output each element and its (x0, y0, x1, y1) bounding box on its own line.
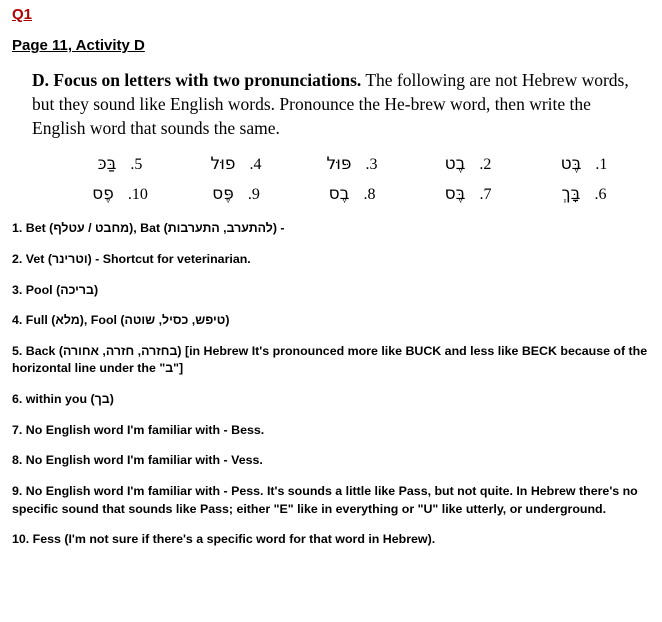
practice-item (62, 184, 178, 204)
answers-list (12, 220, 650, 548)
practice-item (294, 154, 410, 174)
question-label: Q1 (12, 6, 33, 23)
answer-item: 5. Back (בחזרה, חזרה, אחורה) [in Hebrew It's pronounced more like BUCK and less like BECK because of the horizontal line under the "ב"] (12, 343, 648, 376)
item-number: .3 (365, 156, 378, 174)
activity-letter: D. (32, 70, 50, 90)
answer-item: 8. No English word I'm familiar with - Vess. (12, 453, 263, 468)
practice-items (20, 154, 642, 204)
answer-item: 4. Full (מלא), Fool (טיפש, כסיל, שוטה) (12, 313, 230, 328)
practice-item (62, 154, 178, 174)
activity-lead: Focus on letters with two pronunciations. (53, 70, 362, 90)
item-hebrew-word: בֶס (328, 184, 350, 205)
item-number: .10 (127, 186, 148, 204)
activity-body: The following are not Hebrew words, but they sound like English words. Pronounce the He-brew word, then write the English word that sounds the same. (32, 70, 629, 139)
item-hebrew-word: בֶּס (444, 184, 466, 205)
answer-item: 1. Bet (מחבט / עטלף), Bat (להתערב, התערבות) - (12, 221, 285, 236)
practice-item (178, 184, 294, 204)
practice-item (294, 184, 410, 204)
item-number: .4 (249, 156, 262, 174)
items-row-2 (20, 184, 642, 204)
item-number: .2 (479, 156, 492, 174)
item-number: .6 (594, 186, 607, 204)
item-hebrew-word: בֶּט (560, 154, 582, 175)
activity-instructions (32, 68, 644, 140)
item-hebrew-word: בַּכּ (97, 154, 117, 175)
practice-item (178, 154, 294, 174)
item-number: .7 (479, 186, 492, 204)
item-hebrew-word: פֶס (92, 184, 114, 205)
item-hebrew-word: פֶּס (212, 184, 234, 205)
item-number: .1 (595, 156, 608, 174)
page-heading: Page 11, Activity D (12, 37, 145, 54)
item-number: .9 (247, 186, 260, 204)
answer-item: 2. Vet (וטרינר) - Shortcut for veterinarian. (12, 252, 251, 267)
answer-item: 7. No English word I'm familiar with - Bess. (12, 422, 265, 437)
answer-item: 3. Pool (בריכה) (12, 282, 99, 297)
answer-item: 9. No English word I'm familiar with - Pess. It's sounds a little like Pass, but not quite. In Hebrew there's no specific sound that sounds like Pass; either "E" like in everything or "U" like utterly, or underground. (12, 483, 638, 516)
item-hebrew-word: בָּךְ (561, 184, 581, 205)
answer-item: 10. Fess (I'm not sure if there's a specific word for that word in Hebrew). (12, 532, 436, 547)
items-row-1 (20, 154, 642, 174)
item-hebrew-word: בֶט (444, 154, 466, 175)
item-number: .8 (363, 186, 376, 204)
practice-item (410, 154, 526, 174)
item-hebrew-word: פוּל (210, 154, 236, 175)
item-number: .5 (130, 156, 143, 174)
answer-item: 6. within you (בך) (12, 392, 114, 407)
practice-item (526, 184, 642, 204)
item-hebrew-word: פּוּל (326, 154, 352, 175)
practice-item (526, 154, 642, 174)
question-label-row (10, 6, 652, 37)
practice-item (410, 184, 526, 204)
